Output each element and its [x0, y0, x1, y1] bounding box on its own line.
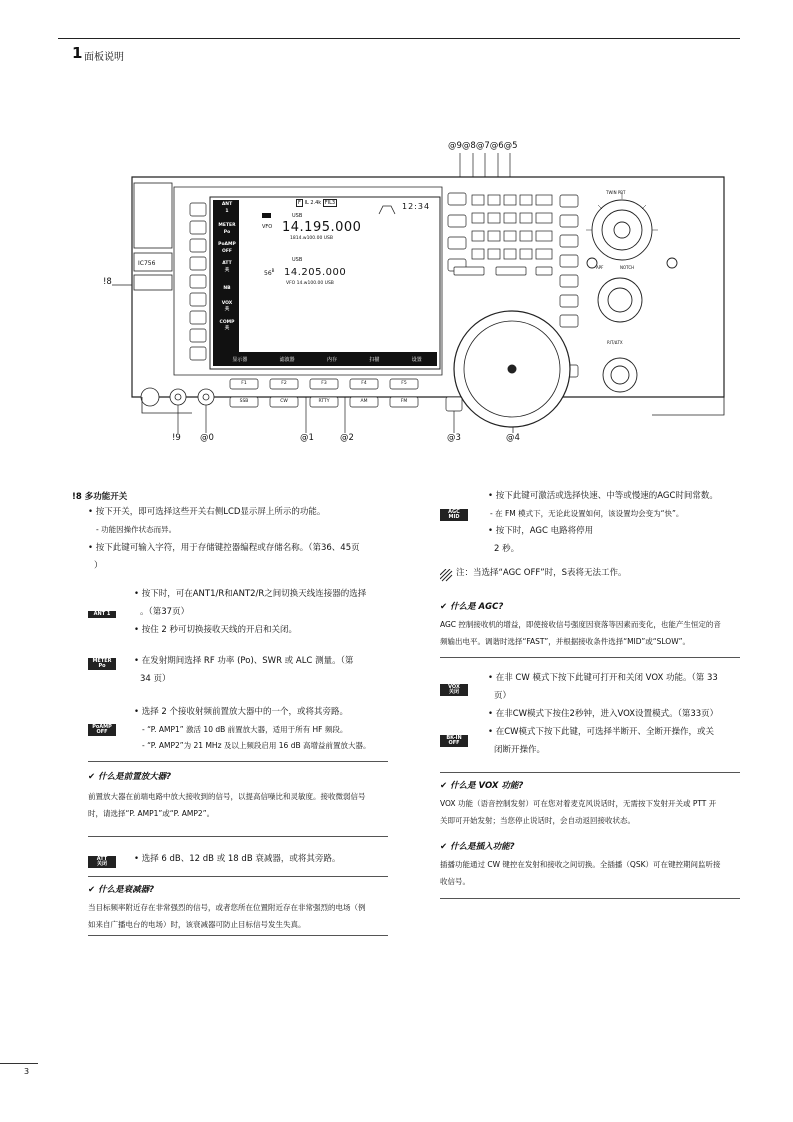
meter-tag	[88, 658, 116, 670]
agc-c: • 按下时，AGC 电路将停用	[488, 526, 594, 536]
mode-key-label[interactable]: SSB	[239, 399, 249, 404]
knob-label: APF	[596, 265, 604, 270]
lcd-menu-item[interactable]: 滤波器	[279, 357, 295, 363]
box4-rule	[440, 772, 740, 773]
att-a: • 选择 6 dB、12 dB 或 18 dB 衰减器，或将其旁路。	[134, 854, 341, 864]
ant-tag-text: ANT 1	[93, 611, 111, 617]
note-icon	[440, 567, 453, 580]
ant-c: • 按住 2 秒可切换接收天线的开启和关闭。	[134, 625, 298, 635]
agc-a: • 按下此键可激活或选择快速、中等或慢速的AGC时间常数。	[488, 491, 718, 501]
lcd-freq-sub: 14.205.000	[284, 267, 347, 278]
ant-a: • 按下时，可在ANT1/R和ANT2/R之间切换天线连接器的选择	[134, 589, 367, 599]
lcd-filter-tag: 2.4k	[310, 200, 322, 206]
lcd-left-labels	[215, 202, 239, 333]
agc-tag	[440, 509, 468, 521]
model-name: IC756	[138, 260, 156, 267]
knob-label: NOTCH	[620, 265, 635, 270]
lcd-clock: 12:34	[402, 202, 431, 211]
lcd-vfo-a: VFO	[262, 224, 273, 230]
ant-b: 。（第37页）	[140, 607, 190, 617]
page-number: 3	[24, 1067, 30, 1076]
lcd-label: NB	[223, 286, 231, 291]
lcd-menu-item[interactable]: 显示器	[232, 357, 248, 363]
lcd-sub-line-a: 1814.w100.00 USB	[290, 236, 333, 241]
ant-tag	[88, 611, 116, 618]
left-heading: !8 多功能开关	[72, 492, 128, 502]
box2-rule	[88, 876, 388, 877]
footer-rule	[0, 1063, 38, 1064]
lcd-label: ATT	[222, 261, 232, 266]
pamp-c: - “P. AMP2”为 21 MHz 及以上频段启用 16 dB 高增益前置放大器。	[142, 741, 371, 750]
pamp-tag	[88, 724, 116, 736]
box2-head: ✔ 什么是衰减器?	[88, 885, 155, 895]
meter-b: 34 页）	[140, 674, 171, 684]
lcd-menu-item[interactable]: 扫描	[369, 357, 380, 363]
vox-tag-text: 关闭	[448, 689, 459, 695]
f-key-label[interactable]: F3	[321, 381, 327, 386]
lcd-mode-a: USB	[292, 213, 303, 219]
lcd-label: VOX	[221, 300, 233, 306]
callout-22: @2	[340, 433, 354, 443]
box5-head: ✔ 什么是插入功能?	[440, 842, 515, 852]
note-text: 注：当选择“AGC OFF”时，S表将无法工作。	[456, 568, 627, 578]
mode-key-labels	[230, 399, 418, 404]
agc-b: - 在 FM 模式下，无论此设置如何，该设置均会变为“快”。	[490, 509, 684, 518]
att-tag-text: 关闭	[96, 861, 107, 867]
box3-end-rule	[440, 657, 740, 658]
lcd-freq-main: 14.195.000	[282, 220, 362, 235]
header-rule	[58, 38, 740, 39]
lcd-filter-tag: F	[298, 200, 301, 206]
f-key-label[interactable]: F5	[401, 381, 407, 386]
left-p2a: • 按下此键可输入字符，用于存储键控器编程或存储名称。（第36、45页	[88, 543, 360, 553]
lcd-filter-tag: IL	[304, 200, 309, 206]
agc-d: 2 秒。	[494, 544, 520, 554]
att-tag	[88, 856, 116, 868]
box3-b: 频输出电平。调谐时选择“FAST”，并根据接收条件选择“MID”或“SLOW”。	[440, 637, 690, 646]
box1-rule	[88, 761, 388, 762]
lcd-label: OFF	[222, 248, 232, 254]
box5-a: 插播功能通过 CW 键控在发射和接收之间切换。全插播（QSK）可在键控期间监听接	[440, 860, 721, 869]
left-p1-sub: - 功能因操作状态而异。	[96, 525, 177, 534]
lcd-passband-icon	[378, 200, 396, 210]
section-number: 1	[72, 44, 83, 62]
att-tag-text: ATT	[96, 856, 108, 862]
box5-end-rule	[440, 898, 740, 899]
section-title: 面板说明	[84, 52, 124, 63]
box2-b: 如来自广播电台的电场）时，该衰减器可防止目标信号发生失真。	[88, 920, 306, 929]
box3-head: ✔ 什么是 AGC?	[440, 602, 504, 612]
lcd-label: 关	[224, 267, 230, 273]
callout-19: !9	[172, 433, 181, 443]
f-key-label[interactable]: F2	[281, 381, 287, 386]
bkin-tag	[440, 735, 468, 747]
vox-b: 页）	[494, 691, 512, 701]
lcd-menu-item[interactable]: 内存	[326, 357, 337, 363]
callout-18: !8	[103, 277, 112, 287]
callout-24: @4	[506, 433, 520, 443]
box1-a: 前置放大器在前端电路中放大接收到的信号，以提高信噪比和灵敏度。接收微弱信号	[88, 792, 366, 801]
callout-20: @0	[200, 433, 214, 443]
agc-tag-text: MID	[448, 514, 460, 520]
lcd-label: Po	[223, 229, 231, 235]
pamp-tag-text: OFF	[96, 729, 108, 735]
box5-b: 收信号。	[440, 877, 470, 886]
left-p2b: ）	[94, 561, 103, 571]
bkin-tag-text: OFF	[448, 740, 460, 746]
f-key-labels	[230, 381, 418, 386]
box4-head: ✔ 什么是 VOX 功能?	[440, 781, 524, 791]
vox-a: • 在非 CW 模式下按下此键可打开和关闭 VOX 功能。（第 33	[488, 673, 718, 683]
mode-key-label[interactable]: CW	[280, 399, 288, 404]
lcd-filter-tag: FIL3	[324, 200, 336, 206]
meter-tag-text: METER	[92, 658, 112, 664]
bkin-b: 闭断开操作。	[494, 745, 546, 755]
pamp-tag-text: PoAMP	[92, 724, 112, 730]
lcd-sub-line-b: VFO 14.w100.00 USB	[286, 281, 334, 286]
knob-label: TWIN PBT	[606, 190, 626, 195]
lcd-label: 关	[224, 307, 230, 312]
lcd-filter-tags	[296, 200, 337, 206]
bkin-tag-text: BK-IN	[446, 735, 462, 741]
lcd-label: COMP	[219, 319, 235, 325]
callout-21: @1	[300, 433, 314, 443]
vox-c: • 在非CW模式下按住2秒钟，进入VOX设置模式。（第33页）	[488, 709, 719, 719]
lcd-menu-item[interactable]: 设置	[411, 357, 422, 363]
pamp-a: • 选择 2 个接收射频前置放大器中的一个，或将其旁路。	[134, 707, 349, 717]
lcd-label: ANT	[221, 202, 233, 207]
vox-tag-text: VOX	[448, 684, 460, 690]
callout-23: @3	[447, 433, 461, 443]
left-p1: • 按下开关，即可选择这些开关右侧LCD显示屏上所示的功能。	[88, 507, 326, 517]
agc-tag-text: AGC	[448, 509, 460, 515]
box4-b: 关即可开始发射；当您停止说话时，会自动返回接收状态。	[440, 816, 635, 825]
radio-front-panel-diagram	[112, 135, 737, 440]
pamp-b: - “P. AMP1” 激活 10 dB 前置放大器，适用于所有 HF 频段。	[142, 725, 348, 734]
box2-a: 当目标频率附近存在非常强烈的信号，或者您所在位置附近存在非常强烈的电场（例	[88, 903, 366, 912]
box2-end-rule	[88, 935, 388, 936]
box1-head: ✔ 什么是前置放大器?	[88, 772, 172, 782]
f-key-label[interactable]: F4	[361, 381, 367, 386]
lcd-mode-b: USB	[292, 257, 303, 263]
f-key-label[interactable]: F1	[241, 381, 247, 386]
vox-tag	[440, 684, 468, 696]
meter-a: • 在发射期间选择 RF 功率 (Po)、SWR 或 ALC 测量。（第	[134, 656, 354, 666]
box1-end-rule	[88, 836, 388, 837]
lcd-label: 关	[224, 326, 230, 331]
lcd-label: METER	[218, 223, 236, 228]
bkin-a: • 在CW模式下按下此键，可选择半断开、全断开操作，或关	[488, 727, 715, 737]
box1-b: 时，请选择“P. AMP1”或“P. AMP2”。	[88, 809, 215, 818]
mode-key-label[interactable]: RTTY	[318, 399, 330, 404]
lcd-vfo-marker	[262, 213, 271, 218]
callout-top: @9@8@7@6@5	[448, 141, 518, 151]
lcd-memory-ch: $56^B$	[264, 268, 275, 277]
lcd-label: 1	[225, 208, 229, 214]
mode-key-label[interactable]: FM	[400, 399, 408, 404]
lcd-label: PoAMP	[218, 242, 236, 247]
meter-tag-text: Po	[98, 663, 106, 669]
box3-a: AGC 控制接收机的增益，即使接收信号强度因衰落等因素而变化，也能产生恒定的音	[440, 620, 721, 629]
box4-a: VOX 功能（语音控制发射）可在您对着麦克风说话时，无需按下发射开关或 PTT 开	[440, 799, 717, 808]
knob-label: RIT/ΔTX	[607, 340, 623, 345]
mode-key-label[interactable]: AM	[360, 399, 368, 404]
lcd-bottom-menu	[216, 356, 438, 363]
